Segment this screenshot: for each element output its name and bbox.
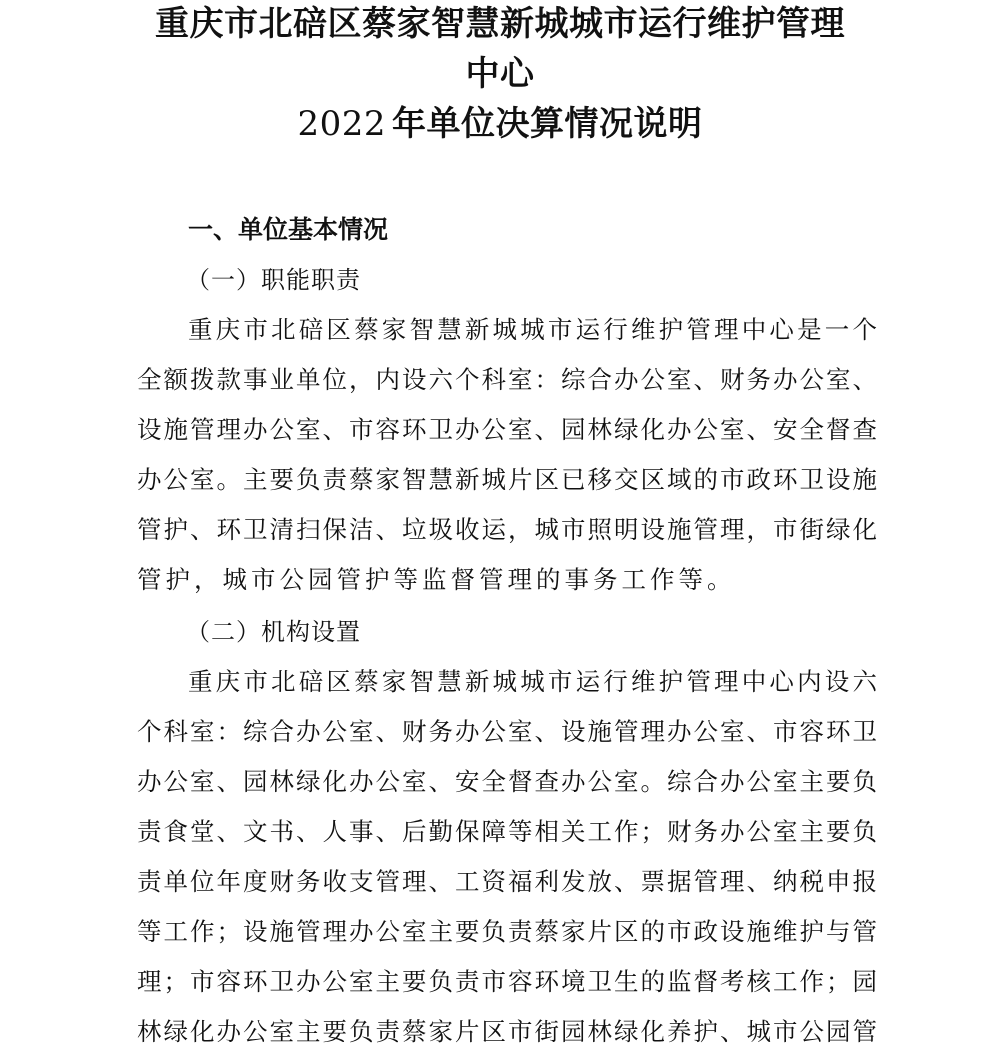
subsection-heading-organization: （二）机构设置 (186, 618, 361, 646)
paragraph-line: 设施管理办公室、市容环卫办公室、园林绿化办公室、安全督查 (137, 415, 877, 444)
paragraph-line: 个科室：综合办公室、财务办公室、设施管理办公室、市容环卫 (137, 717, 877, 746)
document-title-line-2: 中心 (465, 54, 535, 94)
paragraph-line: 等工作；设施管理办公室主要负责蔡家片区的市政设施维护与管 (137, 917, 877, 946)
paragraph-line: 管护、环卫清扫保洁、垃圾收运，城市照明设施管理，市街绿化 (137, 515, 877, 544)
paragraph-line: 林绿化办公室主要负责蔡家片区市街园林绿化养护、城市公园管 (137, 1017, 877, 1046)
document-title-line-3 (100, 94, 900, 154)
title-year: 2022 (297, 104, 387, 144)
paragraph-line: 理；市容环卫办公室主要负责市容环境卫生的监督考核工作；园 (137, 967, 877, 996)
paragraph-line: 责食堂、文书、人事、后勤保障等相关工作；财务办公室主要负 (137, 817, 877, 846)
paragraph-line: 重庆市北碚区蔡家智慧新城城市运行维护管理中心是一个 (188, 315, 877, 344)
paragraph-line: 办公室。主要负责蔡家智慧新城片区已移交区域的市政环卫设施 (137, 465, 877, 494)
paragraph-line: 管护，城市公园管护等监督管理的事务工作等。 (137, 565, 736, 594)
subsection-heading-functions: （一）职能职责 (186, 266, 361, 294)
title-subtitle: 年单位决算情况说明 (392, 104, 703, 144)
document-title-line-1: 重庆市北碚区蔡家智慧新城城市运行维护管理 (155, 4, 845, 44)
section-heading-basic-info: 一、单位基本情况 (188, 215, 389, 244)
paragraph-line: 重庆市北碚区蔡家智慧新城城市运行维护管理中心内设六 (188, 667, 877, 696)
paragraph-line: 办公室、园林绿化办公室、安全督查办公室。综合办公室主要负 (137, 767, 877, 796)
paragraph-line: 全额拨款事业单位，内设六个科室：综合办公室、财务办公室、 (137, 365, 877, 394)
paragraph-line: 责单位年度财务收支管理、工资福利发放、票据管理、纳税申报 (137, 867, 877, 896)
